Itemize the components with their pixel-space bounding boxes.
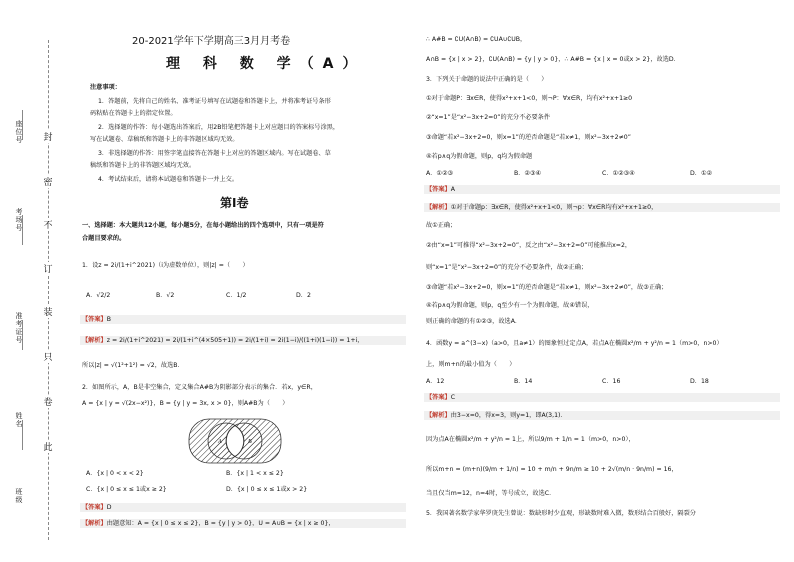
venn-label-a: A: [218, 439, 222, 445]
q1-explanation: 【解析】z = 2i/(1+i^2021) = 2i/(1+i^(4×505+1)) = 2i/(1+i) = 2i(1−i)/((1+i)(1−i)) = 1+i，: [82, 337, 364, 344]
subject-title: 理 科 数 学（A）: [166, 56, 366, 72]
q3-statement: ③命题“若x²−3x+2=0，则x=1”的逆否命题是“若x≠1，则x²−3x+2≠0”: [426, 134, 631, 141]
question-4-cont: 上，则m+n的最小值为（ ）: [426, 361, 516, 368]
q3-explanation-line: 故①正确；: [426, 222, 457, 229]
right-column: [424, 0, 784, 562]
seal-char: 订: [36, 262, 60, 275]
q3-answer: 【答案】A: [426, 186, 455, 193]
q3-explanation-line: 则正确的命题的有①②③，故选A．: [426, 318, 522, 325]
q3-option-c: C．①②③④: [602, 170, 635, 177]
seal-char: 卷: [36, 395, 60, 408]
q2-answer: 【答案】D: [82, 504, 112, 511]
q4-option-d: D．18: [690, 378, 709, 385]
venn-label-b: B: [248, 439, 252, 445]
section-intro: 合题目要求的。: [82, 235, 126, 242]
seal-char: 封: [36, 130, 60, 143]
answer-stripe: [424, 185, 780, 194]
q2-option-b: B．{x | 1 < x ≤ 2}: [226, 470, 284, 477]
exam-title: 20-2021学年下学期高三3月月考卷: [132, 36, 291, 47]
exam-room-label: 考场号: [15, 208, 23, 232]
seal-char: 密: [36, 175, 60, 188]
q4-explanation: 【解析】由3−x=0，得x=3，则y=1，即A(3,1)．: [426, 412, 567, 419]
q3-option-b: B．②③④: [514, 170, 542, 177]
question-4: 4．函数y = a^(3−x)（a>0，且a≠1）的图象恒过定点A，若点A在椭圆x²/m + y²/n = 1（m>0，n>0）: [426, 340, 723, 347]
q2-solution-line: ∴ A#B = ∁U(A∩B) = ∁UA∪∁UB，: [426, 36, 527, 43]
seal-char: 装: [36, 305, 60, 318]
q4-answer: 【答案】C: [426, 394, 456, 401]
notice-line: 写在试题卷、草稿纸和答题卡上的非答题区域均无效。: [90, 136, 239, 143]
q4-explanation-line: 当且仅当m=12，n=4时，等号成立，故选C．: [426, 490, 556, 497]
question-5: 5．我国著名数学家华罗庚先生曾说：数缺形时少直观，形缺数时难入微，数形结合百般好，隔裂分: [426, 510, 696, 517]
question-2: 2．如图所示，A，B是非空集合，定义集合A#B为阴影部分表示的集合．若x，y∈R，: [82, 384, 317, 391]
notice-line: 2．选择题的作答：每小题选出答案后，用2B铅笔把答题卡上对应题目的答案标号涂黑，: [98, 124, 340, 131]
answer-stripe: [80, 503, 406, 512]
q3-explanation-line: ④若p∧q为假命题，则p，q至少有一个为假命题，故④错误，: [426, 302, 594, 309]
q3-statement: ①对于命题P：∃x∈R，使得x²+x+1<0，则¬P：∀x∈R，均有x²+x+1≥0: [426, 95, 633, 102]
section-title: 第Ⅰ卷: [220, 196, 249, 210]
seal-char: 此: [36, 440, 60, 453]
question-3: 3．下列关于命题的说法中正确的是（ ）: [426, 76, 548, 83]
class-label: 班级: [15, 488, 23, 504]
answer-stripe: [424, 393, 780, 402]
q2-option-c: C．{x | 0 ≤ x ≤ 1或x ≥ 2}: [86, 486, 167, 493]
q3-explanation-line: ②由“x=1”可推得“x²−3x+2=0”，反之由“x²−3x+2=0”可能推出x=2，: [426, 242, 632, 249]
q3-explanation-line: 则“x=1”是“x²−3x+2=0”的充分不必要条件，故②正确；: [426, 264, 588, 271]
q4-explanation-line: 所以m+n = (m+n)(9/m + 1/n) = 10 + m/n + 9n/m ≥ 10 + 2√(m/n · 9n/m) = 16，: [426, 466, 678, 473]
q1-option-c: C．1/2: [226, 292, 247, 299]
q3-option-d: D．①②: [690, 170, 713, 177]
q3-statement: ②“x=1”是“x²−3x+2=0”的充分不必要条件: [426, 114, 551, 121]
q2-option-a: A．{x | 0 < x < 2}: [86, 470, 144, 477]
answer-stripe: [80, 315, 406, 324]
question-1: 1．设z = 2i/(1+i^2021)（i为虚数单位），则|z| =（ ）: [82, 262, 249, 269]
q2-option-d: D．{x | 0 ≤ x ≤ 1或x > 2}: [226, 486, 308, 493]
q4-explanation-line: 因为点A在椭圆x²/m + y²/n = 1上，所以9/m + 1/n = 1（m>0，n>0），: [426, 436, 635, 443]
q4-option-c: C．16: [602, 378, 621, 385]
seat-number-label: 座位号: [15, 120, 23, 144]
seal-char: 只: [36, 350, 60, 363]
section-intro: 一、选择题：本大题共12小题，每小题5分，在每小题给出的四个选项中，只有一项是符: [82, 222, 324, 229]
notice-line: 4．考试结束后，请将本试题卷和答题卡一并上交。: [98, 176, 239, 183]
q1-option-a: A．√2/2: [86, 292, 111, 299]
left-column: [80, 0, 410, 562]
notice-line: 1．答题前，先将自己的姓名、准考证号填写在试题卷和答题卡上，并将准考证号条形: [98, 98, 331, 105]
q1-explanation-2: 所以|z| = √(1²+1²) = √2，故选B．: [82, 362, 184, 369]
notice-line: 码粘贴在答题卡上的指定位置。: [90, 110, 177, 117]
seal-char: 不: [36, 218, 60, 231]
q4-option-b: B．14: [514, 378, 533, 385]
q1-option-b: B．√2: [156, 292, 175, 299]
admission-number-label: 准考证号: [15, 312, 23, 344]
q4-option-a: A．12: [426, 378, 445, 385]
binding-margin: [0, 0, 72, 562]
question-2-sets: A = {x | y = √(2x−x²)}，B = {y | y = 3x, x > 0}，则A#B为（ ）: [82, 400, 289, 407]
q1-answer: 【答案】B: [82, 316, 111, 323]
name-label: 姓名: [15, 412, 23, 428]
binding-dashed-line: [48, 40, 49, 540]
notice-heading: 注意事项：: [90, 84, 121, 91]
q3-explanation: 【解析】①对于命题p：∃x∈R，使得x²+x+1<0，则¬p：∀x∈R均有x²+x+1≥0，: [426, 204, 658, 211]
q3-statement: ④若p∧q为假命题，则p，q均为假命题: [426, 153, 533, 160]
notice-line: 3．非选择题的作答：用签字笔直接答在答题卡上对应的答题区域内。写在试题卷、草: [98, 150, 331, 157]
q2-solution-line: A∩B = {x | x > 2}，∁U(A∩B) = {y | y > 0}，∴ A#B = {x | x = 0或x > 2}，故选D．: [426, 56, 680, 63]
notice-line: 稿纸和答题卡上的非答题区域均无效。: [90, 162, 196, 169]
venn-diagram: [188, 418, 282, 464]
q3-option-a: A．①②③: [426, 170, 454, 177]
q2-explanation: 【解析】由题意知：A = {x | 0 ≤ x ≤ 2}，B = {y | y > 0}，U = A∪B = {x | x ≥ 0}，: [82, 520, 335, 527]
q3-explanation-line: ③命题“若x²−3x+2=0，则x=1”的逆否命题是“若x≠1，则x²−3x+2≠0”，故③正确；: [426, 284, 668, 291]
q1-option-d: D．2: [296, 292, 311, 299]
